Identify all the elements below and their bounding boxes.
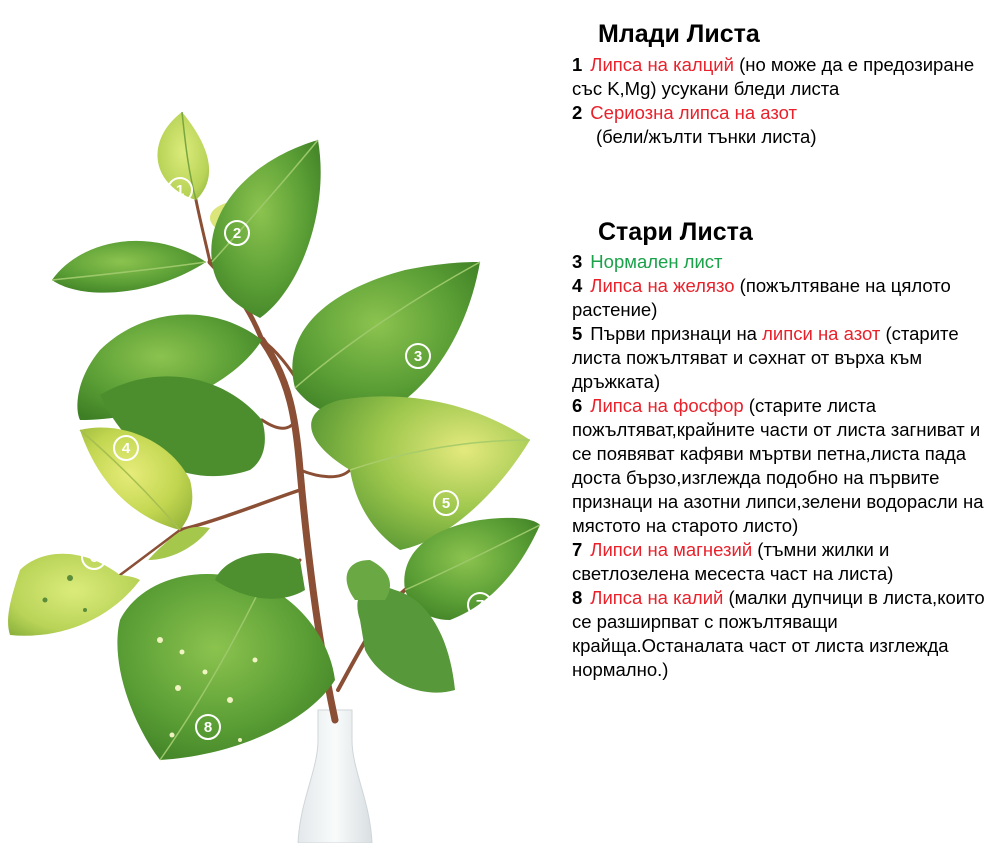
leaf-badge-label: 2 [232, 225, 242, 242]
leaf-badge-label: 4 [121, 440, 131, 457]
leaf-badge-label: 7 [475, 597, 485, 614]
young-leaves-list [572, 53, 996, 149]
leaf-badge-label: 5 [441, 495, 451, 512]
leaf-3 [292, 262, 480, 417]
leaf-top-right [211, 140, 320, 318]
leaf-8 [117, 574, 335, 760]
leaf-badge-label: 8 [203, 719, 213, 736]
old-leaves-heading: Стари Листа [598, 218, 753, 246]
young-leaves-heading: Млади Листа [598, 20, 760, 48]
leaf-badge-label: 3 [413, 348, 423, 365]
leaf-badge-label: 1 [175, 182, 185, 199]
leaf-top-left [52, 241, 206, 293]
list-item: 1 Липса на калций (но може да е предозиране със K,Mg) усукани бледи листа [572, 54, 975, 99]
list-item: 7 Липси на магнезий (тъмни жилки и светлозелена месеста част на листа) [572, 539, 894, 584]
list-item: 4 Липса на желязо (пожълтяване на цялото растение) [572, 275, 951, 320]
list-item: 8 Липса на калий (малки дупчици в листа,които се разширпват с пожълтяващи крайща.Останалата част от листа изглежда нормално.) [572, 587, 985, 680]
old-leaves-list [572, 250, 996, 682]
leaf-badge-6 [82, 545, 106, 569]
bottle [298, 710, 372, 843]
list-item: 5 Първи признаци на липси на азот (старите листа пожълтяват и сəхнат от върха към дръжката) [572, 323, 959, 392]
list-item: 3 Нормален лист [572, 251, 723, 272]
leaf-badge-label: 6 [89, 549, 99, 566]
list-item: 6 Липса на фосфор (старите листа пожълтяват,крайните части от листа загниват и се появяват кафяви мъртви петна,листа пада доста бързо,изглежда подобно на първите признаци на азотни липси,зелени водорасли на мястото на старото листо) [572, 395, 984, 536]
list-item: 2 Сериозна липса на азот (бели/жълти тънки листа) [572, 102, 817, 147]
